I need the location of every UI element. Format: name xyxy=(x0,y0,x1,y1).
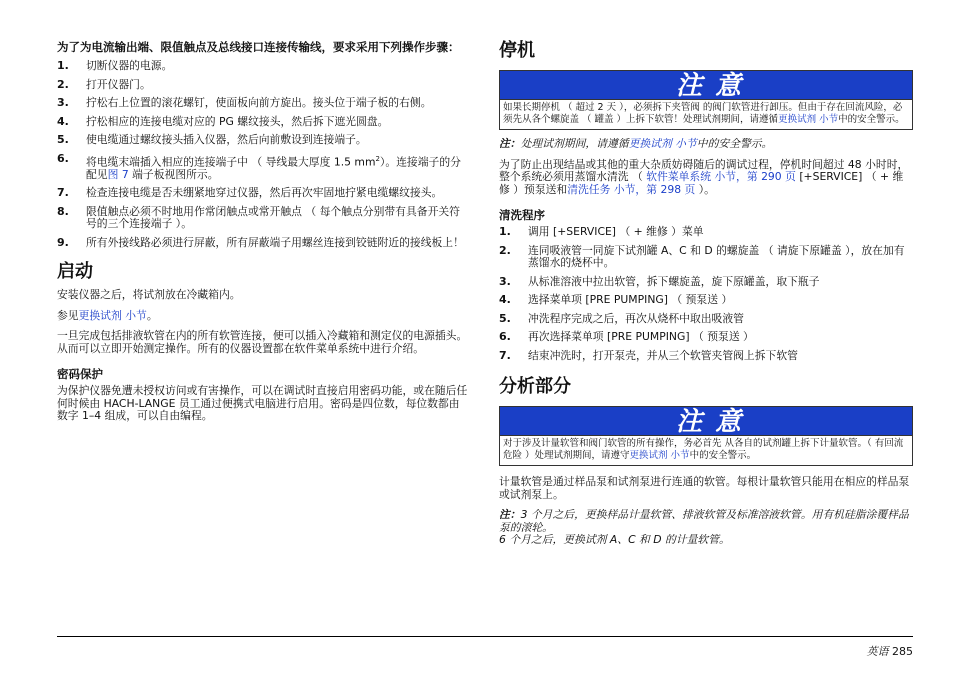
text: 3 个月之后，更换样品计量软管、排液软管及标准溶液软管。用有机硅脂涂覆样品泵的滚轮。 xyxy=(499,508,909,534)
step-text: 打开仪器门。 xyxy=(86,77,151,91)
page-number: 285 xyxy=(892,645,913,658)
list-item xyxy=(499,313,913,326)
step-number: 3. xyxy=(499,274,511,288)
text: 为了防止出现结晶或其他的重大杂质妨碍随后的调试过程，停机时间超过 48 小时时，整个系统必须用蒸馏水清洗 （ xyxy=(499,157,909,183)
text: 。 xyxy=(146,308,158,322)
step-text: 调用 [+SERVICE] （ + 维修 ）菜单 xyxy=(528,225,704,238)
step-text: 检查连接电缆是否未绷紧地穿过仪器，然后再次牢固地拧紧电缆螺纹接头。 xyxy=(86,186,443,200)
list-item xyxy=(57,116,469,129)
step-number: 2. xyxy=(499,243,511,257)
step-text: 切断仪器的电源。 xyxy=(86,59,173,72)
list-item xyxy=(499,331,913,344)
caution-title: 注 意 xyxy=(500,71,912,100)
step-text: 连同吸液管一同旋下试剂罐 A、C 和 D 的螺旋盖 （ 请旋下原罐盖 ），放在加有蒸馏水的烧杯中。 xyxy=(528,243,905,269)
shutdown-heading: 停机 xyxy=(499,40,535,61)
note: 6 个月之后，更换试剂 A、C 和 D 的计量软管。 xyxy=(499,533,730,546)
wiring-intro: 为了为电流输出端、限值触点及总线接口连接传输线，要求采用下列操作步骤： xyxy=(57,40,460,54)
caution-text xyxy=(500,100,912,129)
text: 如果长期停机 （ 超过 2 天 ），必须拆下夹管阀 的阀门软管进行卸压。但由于存在回流风险，必须先从各个螺旋盖 （ 罐盖 ）上拆下软管！处理试剂期间，请遵循 xyxy=(503,102,903,125)
startup-paragraph: 一旦完成包括排液软管在内的所有软管连接，便可以插入冷藏箱和测定仪的电源插头。从而可以立即开始测定操作。所有的仪器设置都在软件菜单系统中进行介绍。 xyxy=(57,329,468,355)
startup-reference xyxy=(57,310,469,323)
cleaning-task-link[interactable]: 清洗任务 小节，第 298 页 xyxy=(567,182,696,196)
step-number: 1. xyxy=(57,59,69,72)
reagent-link[interactable]: 更换试剂 小节 xyxy=(78,308,147,322)
step-number: 1. xyxy=(499,225,511,238)
right-column xyxy=(499,40,913,555)
page-footer xyxy=(867,643,914,659)
reagent-link[interactable]: 更换试剂 小节 xyxy=(628,137,697,150)
analysis-heading: 分析部分 xyxy=(499,376,571,397)
step-number: 5. xyxy=(57,133,69,146)
reagent-link[interactable]: 更换试剂 小节 xyxy=(778,114,839,125)
cleaning-heading: 清洗程序 xyxy=(499,208,545,222)
list-item xyxy=(57,60,469,73)
step-number: 6. xyxy=(499,330,511,343)
reagent-link[interactable]: 更换试剂 小节 xyxy=(629,450,690,461)
step-text: 选择菜单项 [PRE PUMPING] （ 预泵送 ） xyxy=(528,293,733,306)
list-item xyxy=(57,206,469,231)
text: ）。 xyxy=(695,182,715,196)
step-text: 端子板视图所示。 xyxy=(128,167,219,181)
list-item xyxy=(499,245,913,270)
step-number: 4. xyxy=(499,293,511,306)
analysis-paragraph: 计量软管是通过样品泵和试剂泵进行连通的软管。每根计量软管只能用在相应的样品泵或试剂泵上。 xyxy=(499,475,910,501)
step-text: 拧松右上位置的滚花螺钉，使面板向前方旋出。接头位于端子板的右侧。 xyxy=(86,96,432,109)
text: 处理试剂期间，请遵循 xyxy=(520,137,629,150)
text: 中的安全警示。 xyxy=(838,114,905,125)
list-item xyxy=(499,294,913,307)
text: 对于涉及计量软管和阀门软管的所有操作，务必首先 从各自的试剂罐上拆下计量软管。（ 有回流危险 ）处理试剂期间，请遵守 xyxy=(503,438,904,461)
wiring-steps xyxy=(57,60,469,249)
step-text: 从标准溶液中拉出软管，拆下螺旋盖，旋下原罐盖，取下瓶子 xyxy=(528,274,820,288)
startup-paragraph: 安装仪器之后，将试剂放在冷藏箱内。 xyxy=(57,288,241,302)
shutdown-paragraph xyxy=(499,159,913,197)
caution-title: 注 意 xyxy=(500,407,912,436)
footer-divider xyxy=(57,636,913,637)
superscript: 2 xyxy=(375,154,380,163)
figure-link[interactable]: 图 7 xyxy=(107,167,129,181)
password-heading: 密码保护 xyxy=(57,367,103,382)
startup-heading: 启动 xyxy=(57,261,93,283)
list-item xyxy=(499,226,913,239)
step-number: 9. xyxy=(57,235,69,249)
step-number: 4. xyxy=(57,114,69,128)
text: 中的安全警示。 xyxy=(696,137,773,150)
list-item xyxy=(57,187,469,200)
list-item xyxy=(499,350,913,363)
software-menu-link[interactable]: 软件菜单系统 小节，第 290 页 xyxy=(646,170,796,183)
step-text: 所有外接线路必须进行屏蔽，所有屏蔽端子用螺丝连接到铰链附近的接线板上！ xyxy=(86,235,464,249)
list-item xyxy=(499,276,913,289)
list-item xyxy=(57,79,469,92)
list-item xyxy=(57,237,469,250)
step-number: 3. xyxy=(57,96,69,109)
list-item xyxy=(57,97,469,110)
footer-language: 英语 xyxy=(866,645,889,658)
step-number: 6. xyxy=(57,151,69,165)
left-column xyxy=(57,40,469,431)
step-text: 拧松相应的连接电缆对应的 PG 螺纹接头，然后拆下遮光圆盘。 xyxy=(86,114,389,128)
caution-text xyxy=(500,436,912,465)
password-paragraph: 为保护仪器免遭未授权访问或有害操作，可以在调试时直接启用密码功能，或在随后任何时候由 HACH-LANGE 员工通过便携式电脑进行启用。密码是四位数，每位数都由数字 1–4 组成，可以自由编程。 xyxy=(57,384,468,423)
list-item xyxy=(57,134,469,147)
caution-box xyxy=(499,406,913,466)
step-text: 使电缆通过螺纹接头插入仪器，然后向前敷设到连接端子。 xyxy=(86,133,367,146)
step-number: 2. xyxy=(57,77,69,91)
step-number: 8. xyxy=(57,204,69,218)
note-label: 注： xyxy=(499,137,521,150)
step-text: ）。连接端子的分配见 xyxy=(86,155,461,181)
step-number: 7. xyxy=(499,348,511,362)
text: 参见 xyxy=(57,308,79,322)
step-text: 冲洗程序完成之后，再次从烧杯中取出吸液管 xyxy=(528,311,744,325)
text: [+SERVICE] （ + 维修 ）预泵送和 xyxy=(499,170,904,196)
step-text: 结束冲洗时，打开泵壳，并从三个软管夹管阀上拆下软管 xyxy=(528,348,798,362)
cleaning-steps xyxy=(499,226,913,362)
step-text: 限值触点必须不时地用作常闭触点或常开触点 （ 每个触点分别带有具备开关符号的三个连接端子 ）。 xyxy=(86,204,460,231)
text: 中的安全警示。 xyxy=(689,450,757,461)
note xyxy=(499,509,913,534)
caution-box xyxy=(499,70,913,130)
step-number: 5. xyxy=(499,311,511,325)
note-label: 注： xyxy=(499,508,521,521)
step-text: 将电缆末端插入相应的连接端子中 （ 导线最大厚度 1.5 mm xyxy=(86,155,376,169)
step-text: 再次选择菜单项 [PRE PUMPING] （ 预泵送 ） xyxy=(528,330,754,343)
step-number: 7. xyxy=(57,186,69,200)
list-item xyxy=(57,153,469,182)
note xyxy=(499,138,913,151)
